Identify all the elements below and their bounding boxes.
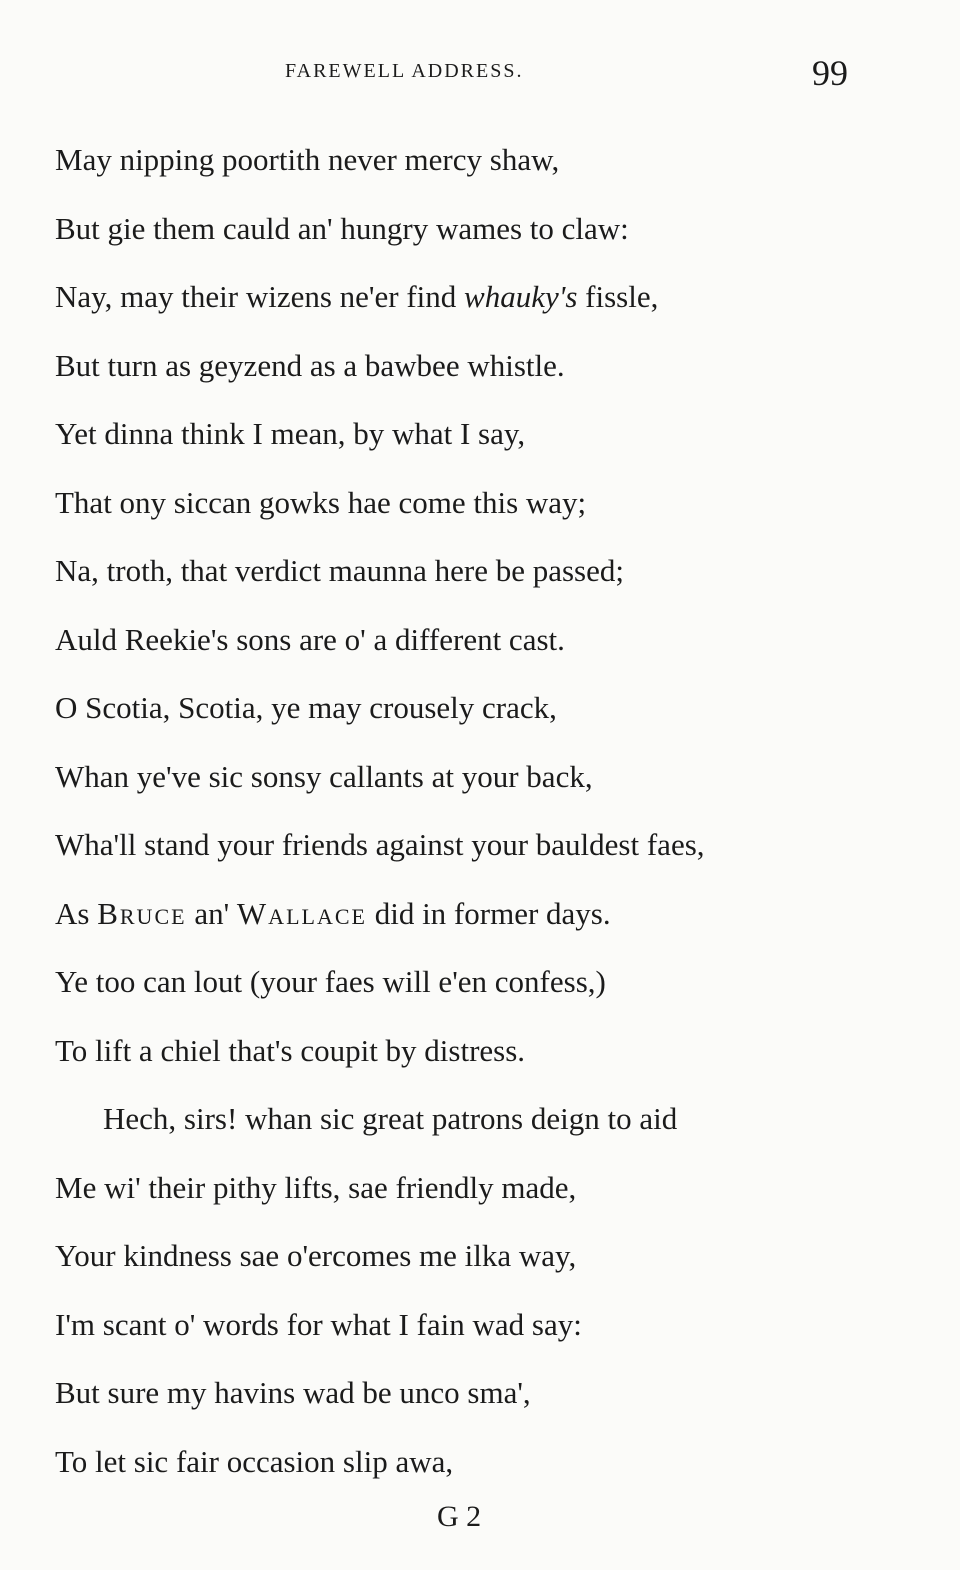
poem-line: Ye too can lout (your faes will e'en confess,) (55, 964, 606, 999)
poem-line: But turn as geyzend as a bawbee whistle. (55, 347, 565, 383)
poem-line: That ony siccan gowks hae come this way; (55, 484, 587, 520)
poem-text (55, 138, 925, 1508)
poem-line: But sure my havins wad be unco sma', (55, 1375, 531, 1410)
poem-line-italic: whauky's (464, 279, 578, 314)
poem-line (55, 892, 925, 961)
poem-line (55, 275, 925, 344)
poem-line-text: fissle, (577, 279, 659, 314)
running-header: FAREWELL ADDRESS. (285, 60, 524, 82)
page-number: 99 (812, 53, 848, 93)
poem-line-smallcaps: Wallace (236, 895, 367, 931)
poem-line-text: did in former days. (366, 895, 611, 931)
poem-line: To lift a chiel that's coupit by distress. (55, 1032, 526, 1068)
poem-line: Your kindness sae o'ercomes me ilka way, (55, 1238, 577, 1273)
poem-line: Yet dinna think I mean, by what I say, (55, 416, 526, 451)
poem-line: I'm scant o' words for what I fain wad say: (55, 1306, 582, 1342)
poem-line: May nipping poortith never mercy shaw, (55, 142, 560, 177)
poem-line: Hech, sirs! whan sic great patrons deign to aid (103, 1101, 678, 1136)
poem-line: But gie them cauld an' hungry wames to claw: (55, 210, 629, 246)
poem-line: Wha'll stand your friends against your bauldest faes, (55, 827, 705, 862)
poem-line-text: Nay, may their wizens ne'er find (55, 279, 465, 314)
signature-mark: G 2 (437, 1500, 482, 1533)
poem-line: To let sic fair occasion slip awa, (55, 1443, 454, 1479)
poem-line-text: an' (186, 895, 237, 931)
poem-line-text: As (55, 895, 98, 931)
poem-line: Auld Reekie's sons are o' a different cast. (55, 621, 565, 657)
poem-line: Na, troth, that verdict maunna here be passed; (55, 553, 624, 588)
poem-line: Me wi' their pithy lifts, sae friendly made, (55, 1169, 577, 1205)
poem-line: O Scotia, Scotia, ye may crousely crack, (55, 690, 557, 725)
poem-line: Whan ye've sic sonsy callants at your back, (55, 758, 593, 794)
poem-line-smallcaps: Bruce (97, 895, 187, 931)
